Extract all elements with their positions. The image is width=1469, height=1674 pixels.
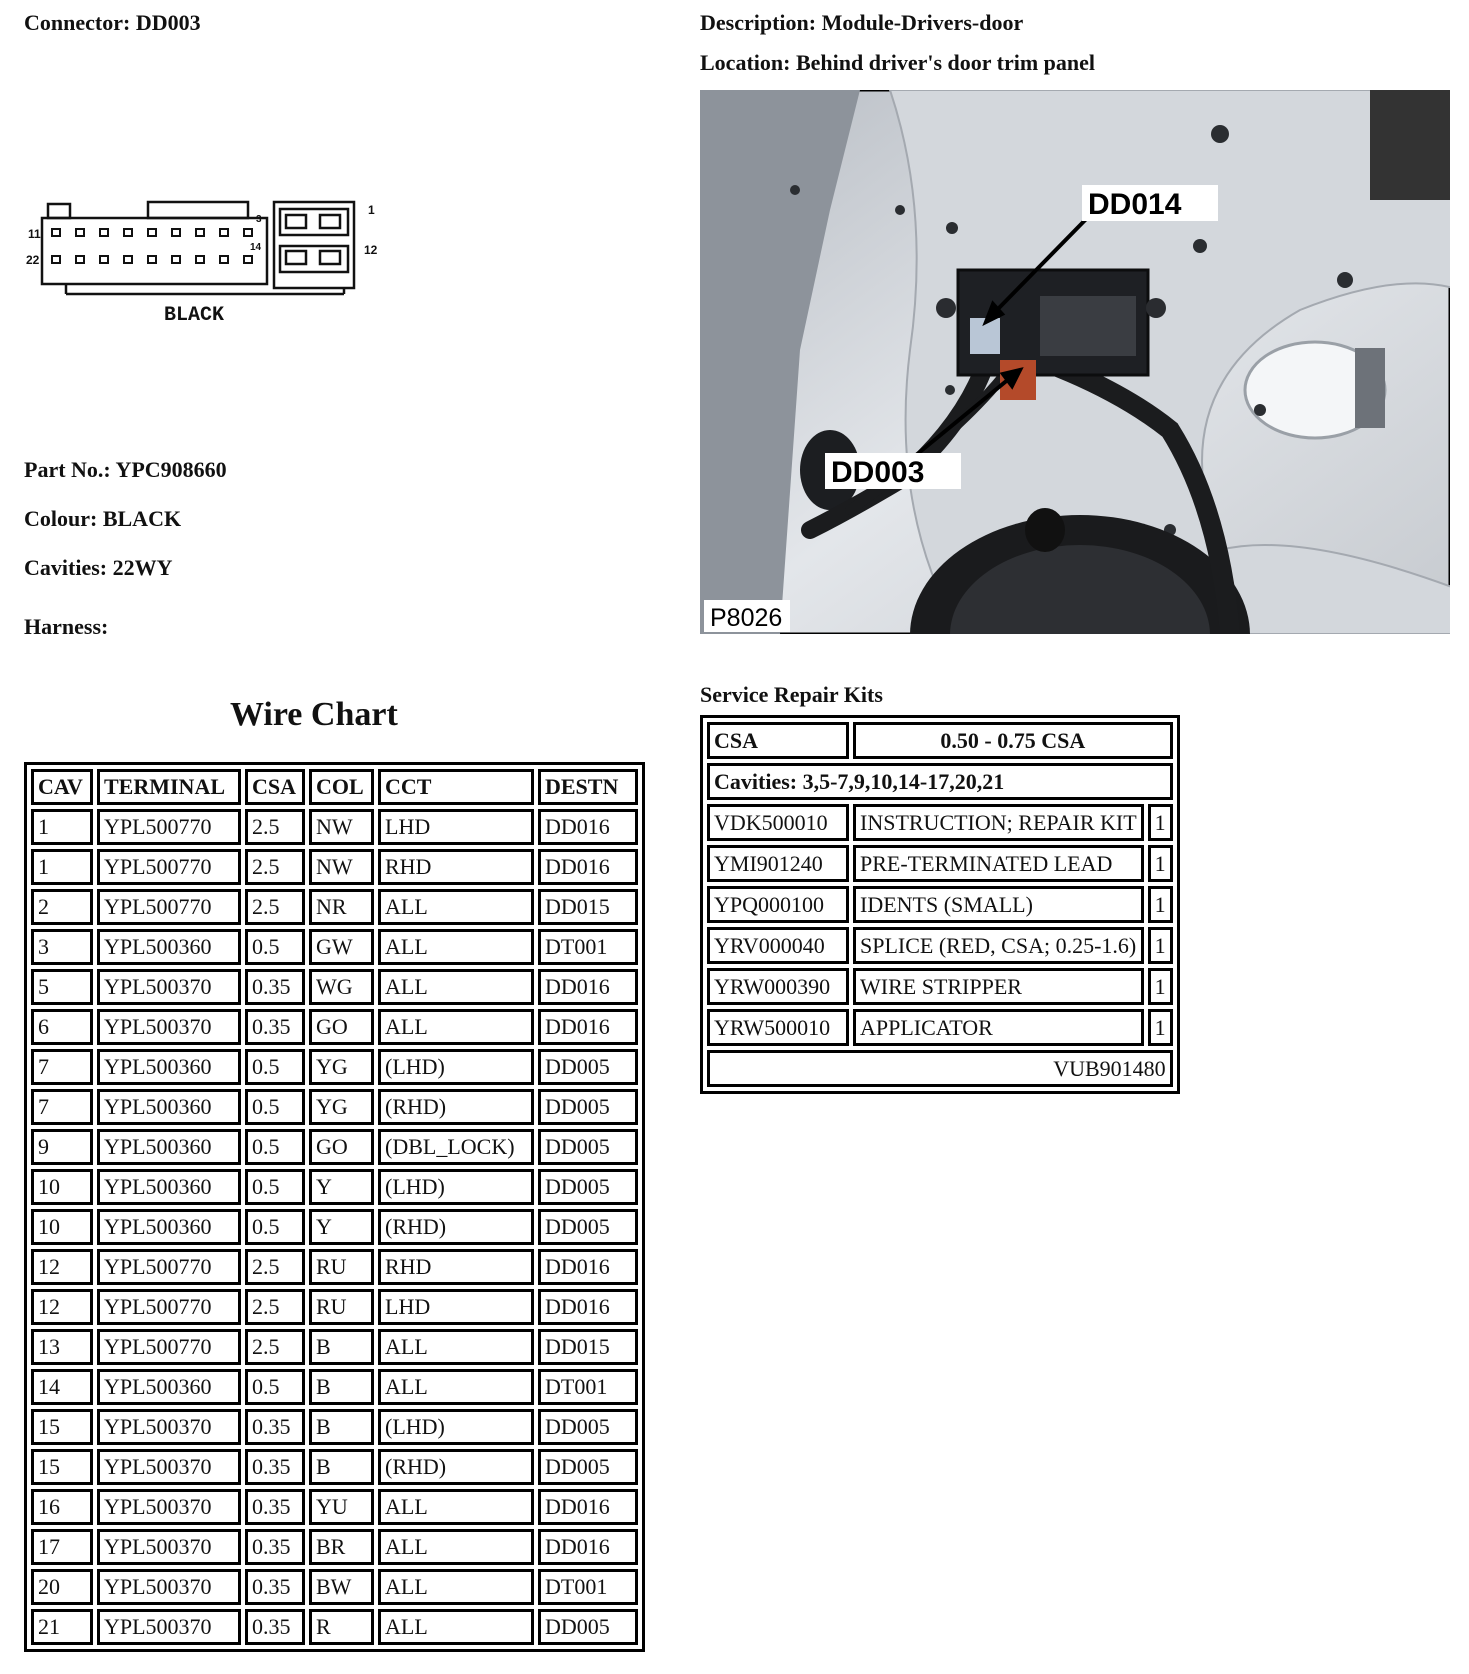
wire-cell-terminal: YPL500770: [97, 1329, 241, 1365]
wire-chart-row: [31, 969, 638, 1005]
wire-cell-cav: 20: [31, 1569, 93, 1605]
wire-cell-cav: 10: [31, 1209, 93, 1245]
kit-cell-part-number: YMI901240: [707, 845, 849, 882]
wire-chart-row: [31, 1529, 638, 1565]
wire-chart-row: [31, 1289, 638, 1325]
wire-cell-destn: DD015: [538, 1329, 638, 1365]
wire-cell-csa: 2.5: [245, 849, 305, 885]
repair-kit-row: [707, 845, 1173, 882]
kit-cell-quantity: 1: [1148, 1009, 1173, 1046]
wire-chart-body: [31, 809, 638, 1645]
wire-cell-csa: 0.35: [245, 1569, 305, 1605]
wire-cell-csa: 2.5: [245, 1249, 305, 1285]
wire-cell-cct: (RHD): [378, 1209, 534, 1245]
wire-cell-csa: 0.35: [245, 969, 305, 1005]
wire-cell-cct: (RHD): [378, 1449, 534, 1485]
wire-cell-terminal: YPL500360: [97, 1129, 241, 1165]
wire-cell-destn: DD005: [538, 1609, 638, 1645]
wire-cell-cct: ALL: [378, 1569, 534, 1605]
wire-cell-col: NR: [309, 889, 374, 925]
wire-cell-col: BR: [309, 1529, 374, 1565]
callout-dd014: DD014: [1088, 188, 1182, 221]
wire-cell-csa: 0.35: [245, 1529, 305, 1565]
connector-face-diagram: [24, 198, 384, 328]
wire-cell-terminal: YPL500370: [97, 1569, 241, 1605]
wire-cell-col: B: [309, 1369, 374, 1405]
wire-cell-terminal: YPL500360: [97, 929, 241, 965]
part-number-row: [24, 457, 227, 483]
wire-cell-csa: 0.5: [245, 1369, 305, 1405]
wire-cell-cav: 14: [31, 1369, 93, 1405]
kit-cell-part-number: VDK500010: [707, 804, 849, 841]
repair-kit-row: [707, 1009, 1173, 1046]
wire-cell-destn: DD016: [538, 969, 638, 1005]
wire-cell-cav: 12: [31, 1249, 93, 1285]
wire-cell-destn: DT001: [538, 929, 638, 965]
wire-cell-col: GW: [309, 929, 374, 965]
wire-cell-cct: LHD: [378, 809, 534, 845]
wire-cell-cct: ALL: [378, 1009, 534, 1045]
pin-number-11: 11: [28, 227, 41, 241]
wire-cell-terminal: YPL500370: [97, 1449, 241, 1485]
kit-cell-description: SPLICE (RED, CSA; 0.25-1.6): [853, 927, 1144, 964]
wire-cell-cav: 7: [31, 1049, 93, 1085]
wire-cell-cct: ALL: [378, 1329, 534, 1365]
wire-cell-cct: (DBL_LOCK): [378, 1129, 534, 1165]
kit-cell-quantity: 1: [1148, 968, 1173, 1005]
wire-cell-destn: DD016: [538, 1289, 638, 1325]
wire-cell-destn: DD005: [538, 1089, 638, 1125]
wire-cell-cav: 10: [31, 1169, 93, 1205]
wire-chart-row: [31, 1569, 638, 1605]
kits-csa-row: [707, 722, 1173, 759]
wire-cell-terminal: YPL500360: [97, 1369, 241, 1405]
harness-row: [24, 614, 108, 640]
wire-chart-row: [31, 1169, 638, 1205]
wire-chart-header-row: [31, 769, 638, 805]
panel-bracket: [1355, 348, 1385, 428]
location-heading: [700, 50, 1095, 76]
wire-cell-destn: DD005: [538, 1049, 638, 1085]
wire-cell-col: B: [309, 1449, 374, 1485]
wire-cell-csa: 0.35: [245, 1609, 305, 1645]
header-destn: DESTN: [538, 769, 638, 805]
wire-cell-col: YU: [309, 1489, 374, 1525]
repair-kits-title: Service Repair Kits: [700, 682, 883, 707]
repair-kit-row: [707, 968, 1173, 1005]
wire-cell-cct: ALL: [378, 969, 534, 1005]
wire-cell-destn: DD016: [538, 809, 638, 845]
wire-cell-col: NW: [309, 849, 374, 885]
wire-cell-csa: 0.5: [245, 1129, 305, 1165]
pin-number-12: 12: [364, 243, 378, 257]
header-terminal: TERMINAL: [97, 769, 241, 805]
part-number-label: Part No.:: [24, 457, 111, 482]
wire-cell-cav: 6: [31, 1009, 93, 1045]
repair-kit-row: [707, 927, 1173, 964]
description-label: Description:: [700, 10, 817, 35]
wire-cell-destn: DD016: [538, 1249, 638, 1285]
wire-chart-row: [31, 809, 638, 845]
wire-cell-destn: DD005: [538, 1129, 638, 1165]
repair-kits-body: [707, 722, 1173, 1087]
wire-cell-terminal: YPL500770: [97, 889, 241, 925]
wire-cell-cav: 1: [31, 809, 93, 845]
kit-cell-quantity: 1: [1148, 804, 1173, 841]
wire-cell-cav: 21: [31, 1609, 93, 1645]
wire-cell-destn: DD005: [538, 1449, 638, 1485]
header-cct: CCT: [378, 769, 534, 805]
door-seal: [1370, 90, 1450, 200]
pin-number-1: 1: [368, 203, 375, 217]
location-label: Location:: [700, 50, 791, 75]
kit-cell-quantity: 1: [1148, 845, 1173, 882]
kit-cell-part-number: YRW000390: [707, 968, 849, 1005]
wire-cell-cct: (LHD): [378, 1409, 534, 1445]
wire-cell-cct: ALL: [378, 1489, 534, 1525]
wire-cell-csa: 2.5: [245, 889, 305, 925]
wire-chart-row: [31, 1329, 638, 1365]
wire-chart-row: [31, 1609, 638, 1645]
wire-cell-destn: DD016: [538, 1529, 638, 1565]
wire-cell-destn: DD016: [538, 1009, 638, 1045]
repair-kit-row: [707, 886, 1173, 923]
wire-chart-row: [31, 849, 638, 885]
wire-cell-destn: DT001: [538, 1369, 638, 1405]
wire-cell-cct: (LHD): [378, 1049, 534, 1085]
description-value: Module-Drivers-door: [821, 10, 1024, 35]
wire-cell-terminal: YPL500360: [97, 1209, 241, 1245]
pin-number-14: 14: [250, 242, 262, 253]
wire-cell-col: B: [309, 1329, 374, 1365]
kits-reference: VUB901480: [707, 1050, 1173, 1087]
wire-chart-row: [31, 1009, 638, 1045]
wire-cell-terminal: YPL500360: [97, 1169, 241, 1205]
wire-cell-csa: 0.5: [245, 1089, 305, 1125]
wire-cell-cav: 5: [31, 969, 93, 1005]
wire-cell-csa: 0.5: [245, 1049, 305, 1085]
part-number-value: YPC908660: [115, 457, 227, 482]
colour-label: Colour:: [24, 506, 98, 531]
connector-heading: [24, 10, 201, 36]
wire-chart-row: [31, 889, 638, 925]
wire-cell-col: RU: [309, 1249, 374, 1285]
wire-cell-cav: 7: [31, 1089, 93, 1125]
module-mount-right: [1146, 298, 1166, 318]
wire-cell-csa: 0.35: [245, 1409, 305, 1445]
wire-cell-csa: 0.5: [245, 1209, 305, 1245]
wire-cell-terminal: YPL500370: [97, 1609, 241, 1645]
module-mount-left: [936, 298, 956, 318]
colour-row: [24, 506, 181, 532]
wire-cell-csa: 0.35: [245, 1489, 305, 1525]
wire-cell-col: WG: [309, 969, 374, 1005]
wire-chart-row: [31, 1409, 638, 1445]
wire-cell-destn: DT001: [538, 1569, 638, 1605]
connector-colour-label: BLACK: [164, 304, 225, 327]
wire-cell-cav: 16: [31, 1489, 93, 1525]
wire-cell-csa: 0.5: [245, 1169, 305, 1205]
wire-cell-col: Y: [309, 1209, 374, 1245]
photo-ref: P8026: [710, 604, 783, 632]
kits-cavities: Cavities: 3,5-7,9,10,14-17,20,21: [707, 763, 1173, 800]
cavities-value: 22WY: [112, 555, 173, 580]
wire-cell-col: YG: [309, 1049, 374, 1085]
header-csa: CSA: [245, 769, 305, 805]
wire-cell-cct: LHD: [378, 1289, 534, 1325]
wire-cell-csa: 2.5: [245, 1329, 305, 1365]
cavities-label: Cavities:: [24, 555, 108, 580]
kit-cell-description: IDENTS (SMALL): [853, 886, 1144, 923]
wire-cell-cct: ALL: [378, 1369, 534, 1405]
kit-cell-description: APPLICATOR: [853, 1009, 1144, 1046]
wire-chart-row: [31, 929, 638, 965]
wire-cell-cct: ALL: [378, 1609, 534, 1645]
connector-label: Connector:: [24, 10, 131, 35]
wire-cell-cct: ALL: [378, 1529, 534, 1565]
wire-cell-terminal: YPL500370: [97, 1489, 241, 1525]
speaker-stud: [1025, 508, 1065, 552]
wire-cell-cct: (RHD): [378, 1089, 534, 1125]
wire-cell-cav: 3: [31, 929, 93, 965]
wire-cell-csa: 0.5: [245, 929, 305, 965]
wire-cell-destn: DD016: [538, 849, 638, 885]
callout-dd003: DD003: [831, 456, 925, 489]
wire-cell-cct: ALL: [378, 889, 534, 925]
wire-cell-destn: DD005: [538, 1409, 638, 1445]
wire-cell-cav: 13: [31, 1329, 93, 1365]
kit-cell-description: INSTRUCTION; REPAIR KIT: [853, 804, 1144, 841]
wire-cell-col: Y: [309, 1169, 374, 1205]
wire-cell-cav: 17: [31, 1529, 93, 1565]
kit-cell-description: PRE-TERMINATED LEAD: [853, 845, 1144, 882]
wire-chart-row: [31, 1489, 638, 1525]
wire-cell-cav: 2: [31, 889, 93, 925]
wire-cell-cav: 9: [31, 1129, 93, 1165]
wire-cell-terminal: YPL500360: [97, 1089, 241, 1125]
wire-chart-row: [31, 1049, 638, 1085]
wire-cell-terminal: YPL500770: [97, 1249, 241, 1285]
wire-cell-col: BW: [309, 1569, 374, 1605]
wire-cell-destn: DD015: [538, 889, 638, 925]
wire-cell-destn: DD005: [538, 1169, 638, 1205]
harness-label: Harness:: [24, 614, 109, 639]
header-cav: CAV: [31, 769, 93, 805]
wire-cell-cav: 12: [31, 1289, 93, 1325]
wire-cell-csa: 0.35: [245, 1449, 305, 1485]
module-label: [1040, 296, 1136, 356]
wire-cell-cav: 1: [31, 849, 93, 885]
door-module-photo: [700, 90, 1450, 634]
wire-cell-csa: 2.5: [245, 1289, 305, 1325]
wire-cell-destn: DD005: [538, 1209, 638, 1245]
wire-cell-terminal: YPL500360: [97, 1049, 241, 1085]
kit-cell-description: WIRE STRIPPER: [853, 968, 1144, 1005]
wire-chart-row: [31, 1449, 638, 1485]
wire-cell-cct: RHD: [378, 849, 534, 885]
wire-cell-col: B: [309, 1409, 374, 1445]
wire-cell-terminal: YPL500370: [97, 1409, 241, 1445]
kits-csa-value: 0.50 - 0.75 CSA: [853, 722, 1173, 759]
wire-chart-table: [24, 762, 645, 1652]
wire-cell-col: GO: [309, 1129, 374, 1165]
colour-value: BLACK: [102, 506, 182, 531]
cavities-row: [24, 555, 172, 581]
wire-cell-cct: ALL: [378, 929, 534, 965]
wire-chart-row: [31, 1249, 638, 1285]
wire-cell-terminal: YPL500370: [97, 1529, 241, 1565]
wire-cell-terminal: YPL500370: [97, 969, 241, 1005]
wire-chart-row: [31, 1369, 638, 1405]
wire-chart-title: Wire Chart: [230, 696, 398, 733]
pin-number-22: 22: [26, 253, 40, 267]
repair-kit-row: [707, 804, 1173, 841]
wire-cell-col: YG: [309, 1089, 374, 1125]
kits-cavities-row: [707, 763, 1173, 800]
kit-cell-part-number: YRV000040: [707, 927, 849, 964]
pin-number-3: 3: [256, 214, 262, 225]
wire-cell-col: RU: [309, 1289, 374, 1325]
wire-cell-cav: 15: [31, 1449, 93, 1485]
header-col: COL: [309, 769, 374, 805]
connector-value: DD003: [135, 10, 201, 35]
wire-chart-row: [31, 1129, 638, 1165]
repair-kits-table: [700, 715, 1180, 1094]
kits-reference-row: [707, 1050, 1173, 1087]
wire-cell-col: R: [309, 1609, 374, 1645]
kit-cell-part-number: YPQ000100: [707, 886, 849, 923]
wire-cell-cav: 15: [31, 1409, 93, 1445]
wire-cell-terminal: YPL500770: [97, 809, 241, 845]
wire-chart-row: [31, 1089, 638, 1125]
kit-cell-quantity: 1: [1148, 886, 1173, 923]
wire-cell-terminal: YPL500770: [97, 1289, 241, 1325]
kit-cell-part-number: YRW500010: [707, 1009, 849, 1046]
location-value: Behind driver's door trim panel: [795, 50, 1096, 75]
wire-cell-csa: 0.35: [245, 1009, 305, 1045]
description-heading: [700, 10, 1023, 36]
wire-cell-csa: 2.5: [245, 809, 305, 845]
wire-cell-col: NW: [309, 809, 374, 845]
wire-cell-cct: RHD: [378, 1249, 534, 1285]
kit-cell-quantity: 1: [1148, 927, 1173, 964]
wire-chart-row: [31, 1209, 638, 1245]
kits-csa-label: CSA: [707, 722, 849, 759]
wire-cell-cct: (LHD): [378, 1169, 534, 1205]
wire-cell-col: GO: [309, 1009, 374, 1045]
wire-cell-terminal: YPL500370: [97, 1009, 241, 1045]
wire-cell-destn: DD016: [538, 1489, 638, 1525]
wire-cell-terminal: YPL500770: [97, 849, 241, 885]
